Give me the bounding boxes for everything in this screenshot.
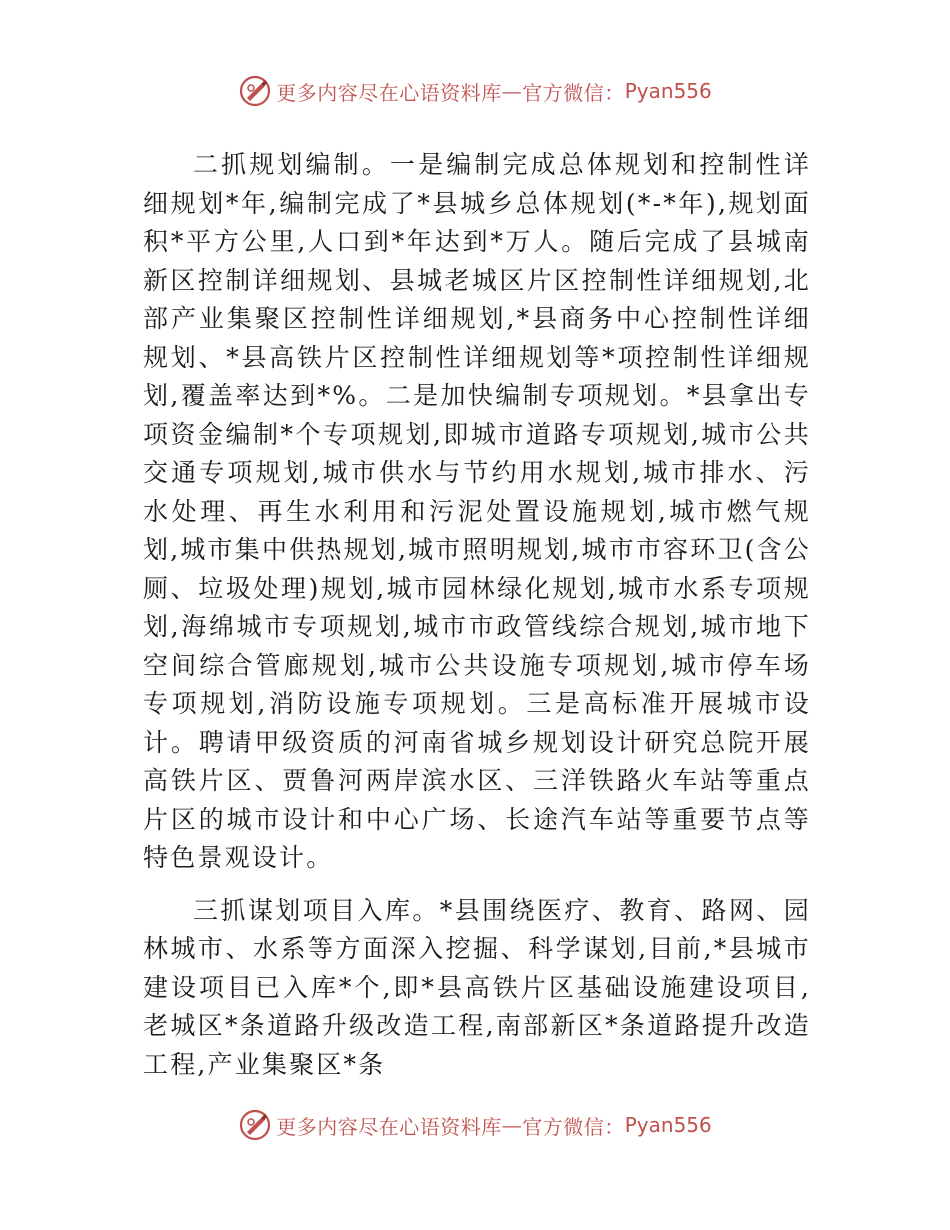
wechat-label: 官方微信： (522, 1114, 625, 1139)
paragraph: 二抓规划编制。一是编制完成总体规划和控制性详细规划*年,编制完成了*县城乡总体规划(*-*年),规划面积*平方公里,人口到*年达到*万人。随后完成了县城南新区控制详细规划、县城老城区片区控制性详细规划,北部产业集聚区控制性详细规划,*县商务中心控制性详细规划、*县高铁片区控制性详细规划等*项控制性详细规划,覆盖率达到*%。二是加快编制专项规划。*县拿出专项资金编制*个专项规划,即城市道路专项规划,城市公共交通专项规划,城市供水与节约用水规划,城市排水、污水处理、再生水利用和污泥处置设施规划,城市燃气规划,城市集中供热规划,城市照明规划,城市市容环卫(含公厕、垃圾处理)规划,城市园林绿化规划,城市水系专项规划,海绵城市专项规划,城市市政管线综合规划,城市地下空间综合管廊规划,城市公共设施专项规划,城市停车场专项规划,消防设施专项规划。三是高标准开展城市设计。聘请甲级资质的河南省城乡规划设计研究总院开展高铁片区、贾鲁河两岸滨水区、三洋铁路火车站等重点片区的城市设计和中心广场、长途汽车站等重要节点等特色景观设计。 (143, 150, 811, 872)
banner-dash: — (501, 79, 523, 103)
header-banner (0, 71, 950, 111)
brand-logo-icon (238, 1108, 272, 1142)
brand-text: 更多内容尽在心语资料库 (276, 80, 502, 105)
wechat-id: Pyan556 (624, 1113, 712, 1137)
banner-dash: — (501, 1113, 523, 1137)
wechat-id: Pyan556 (624, 79, 712, 103)
wechat-label: 官方微信： (522, 80, 625, 105)
brand-text: 更多内容尽在心语资料库 (276, 1114, 502, 1139)
brand-logo-icon (238, 74, 272, 108)
footer-banner (0, 1105, 950, 1145)
document-body (143, 146, 811, 1094)
paragraph: 三抓谋划项目入库。*县围绕医疗、教育、路网、园林城市、水系等方面深入挖掘、科学谋划,目前,*县城市建设项目已入库*个,即*县高铁片区基础设施建设项目,老城区*条道路升级改造工程,南部新区*条道路提升改造工程,产业集聚区*条 (143, 895, 811, 1079)
